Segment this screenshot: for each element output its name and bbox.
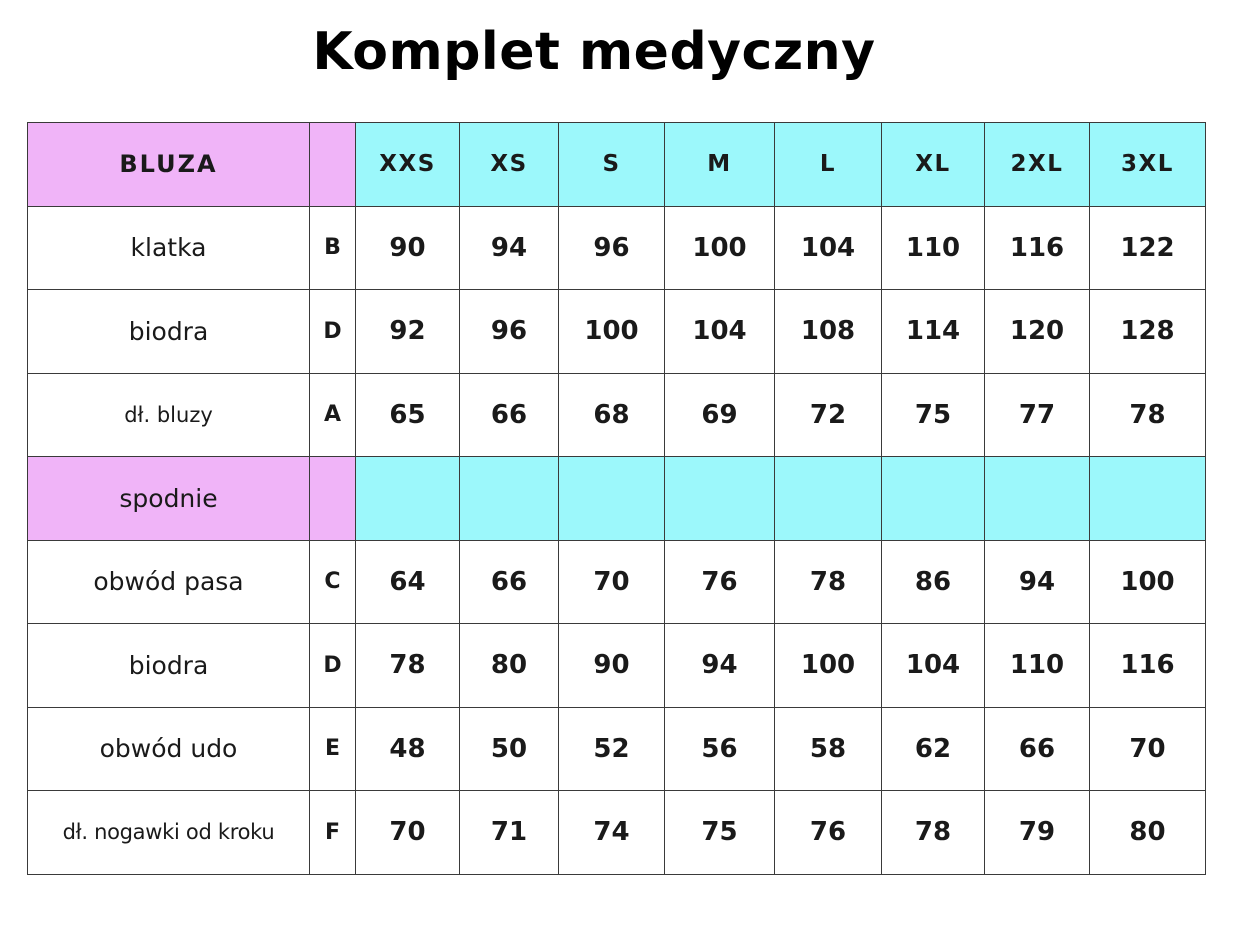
measure-value: 50 — [460, 707, 559, 791]
measure-value: 75 — [882, 373, 985, 457]
measure-value: 78 — [356, 624, 460, 708]
section-code-cell — [310, 457, 356, 541]
measure-value: 86 — [882, 540, 985, 624]
measure-label: obwód udo — [28, 707, 310, 791]
measure-value: 65 — [356, 373, 460, 457]
measure-value: 75 — [665, 791, 775, 875]
size-header: L — [775, 123, 882, 207]
section-label: BLUZA — [28, 123, 310, 207]
section-fill-cell — [460, 457, 559, 541]
measure-value: 80 — [1090, 791, 1206, 875]
table-row — [28, 206, 1206, 290]
section-fill-cell — [559, 457, 665, 541]
measure-value: 56 — [665, 707, 775, 791]
measure-code: E — [310, 707, 356, 791]
measure-value: 94 — [460, 206, 559, 290]
size-header: 3XL — [1090, 123, 1206, 207]
size-header: 2XL — [985, 123, 1090, 207]
section-header-row — [28, 123, 1206, 207]
measure-code: A — [310, 373, 356, 457]
measure-value: 90 — [356, 206, 460, 290]
section-header-row — [28, 457, 1206, 541]
table-row — [28, 373, 1206, 457]
section-code-cell — [310, 123, 356, 207]
table-row — [28, 540, 1206, 624]
measure-value: 64 — [356, 540, 460, 624]
measure-value: 104 — [882, 624, 985, 708]
measure-value: 78 — [882, 791, 985, 875]
measure-value: 96 — [559, 206, 665, 290]
page-title: Komplet medyczny — [312, 22, 876, 82]
table-row — [28, 707, 1206, 791]
measure-value: 66 — [985, 707, 1090, 791]
measure-label: biodra — [28, 624, 310, 708]
measure-value: 100 — [665, 206, 775, 290]
measure-label: dł. nogawki od kroku — [28, 791, 310, 875]
measure-value: 71 — [460, 791, 559, 875]
measure-label: klatka — [28, 206, 310, 290]
measure-value: 110 — [882, 206, 985, 290]
measure-value: 66 — [460, 373, 559, 457]
measure-value: 70 — [559, 540, 665, 624]
measure-value: 110 — [985, 624, 1090, 708]
measure-code: D — [310, 290, 356, 374]
measure-value: 58 — [775, 707, 882, 791]
measure-value: 70 — [356, 791, 460, 875]
size-header: XS — [460, 123, 559, 207]
size-header: XXS — [356, 123, 460, 207]
measure-value: 48 — [356, 707, 460, 791]
section-fill-cell — [1090, 457, 1206, 541]
section-fill-cell — [775, 457, 882, 541]
size-header: M — [665, 123, 775, 207]
measure-value: 76 — [775, 791, 882, 875]
table-row — [28, 290, 1206, 374]
measure-code: F — [310, 791, 356, 875]
measure-value: 92 — [356, 290, 460, 374]
measure-value: 78 — [775, 540, 882, 624]
measure-value: 120 — [985, 290, 1090, 374]
measure-value: 66 — [460, 540, 559, 624]
section-fill-cell — [985, 457, 1090, 541]
measure-value: 94 — [665, 624, 775, 708]
measure-value: 100 — [775, 624, 882, 708]
measure-value: 62 — [882, 707, 985, 791]
measure-value: 74 — [559, 791, 665, 875]
measure-value: 116 — [1090, 624, 1206, 708]
section-fill-cell — [882, 457, 985, 541]
size-chart-table — [27, 122, 1206, 875]
table-row — [28, 624, 1206, 708]
measure-value: 100 — [1090, 540, 1206, 624]
measure-value: 90 — [559, 624, 665, 708]
size-header: S — [559, 123, 665, 207]
measure-code: B — [310, 206, 356, 290]
measure-value: 69 — [665, 373, 775, 457]
measure-value: 76 — [665, 540, 775, 624]
measure-value: 104 — [665, 290, 775, 374]
measure-value: 128 — [1090, 290, 1206, 374]
section-fill-cell — [356, 457, 460, 541]
section-label: spodnie — [28, 457, 310, 541]
measure-code: D — [310, 624, 356, 708]
measure-value: 104 — [775, 206, 882, 290]
measure-value: 77 — [985, 373, 1090, 457]
size-header: XL — [882, 123, 985, 207]
measure-value: 78 — [1090, 373, 1206, 457]
measure-value: 70 — [1090, 707, 1206, 791]
measure-value: 116 — [985, 206, 1090, 290]
section-fill-cell — [665, 457, 775, 541]
measure-value: 68 — [559, 373, 665, 457]
measure-value: 80 — [460, 624, 559, 708]
measure-value: 100 — [559, 290, 665, 374]
measure-value: 108 — [775, 290, 882, 374]
measure-value: 52 — [559, 707, 665, 791]
measure-value: 96 — [460, 290, 559, 374]
table-row — [28, 791, 1206, 875]
measure-label: obwód pasa — [28, 540, 310, 624]
measure-label: dł. bluzy — [28, 373, 310, 457]
measure-value: 79 — [985, 791, 1090, 875]
measure-code: C — [310, 540, 356, 624]
measure-value: 72 — [775, 373, 882, 457]
measure-value: 114 — [882, 290, 985, 374]
measure-value: 94 — [985, 540, 1090, 624]
measure-label: biodra — [28, 290, 310, 374]
measure-value: 122 — [1090, 206, 1206, 290]
